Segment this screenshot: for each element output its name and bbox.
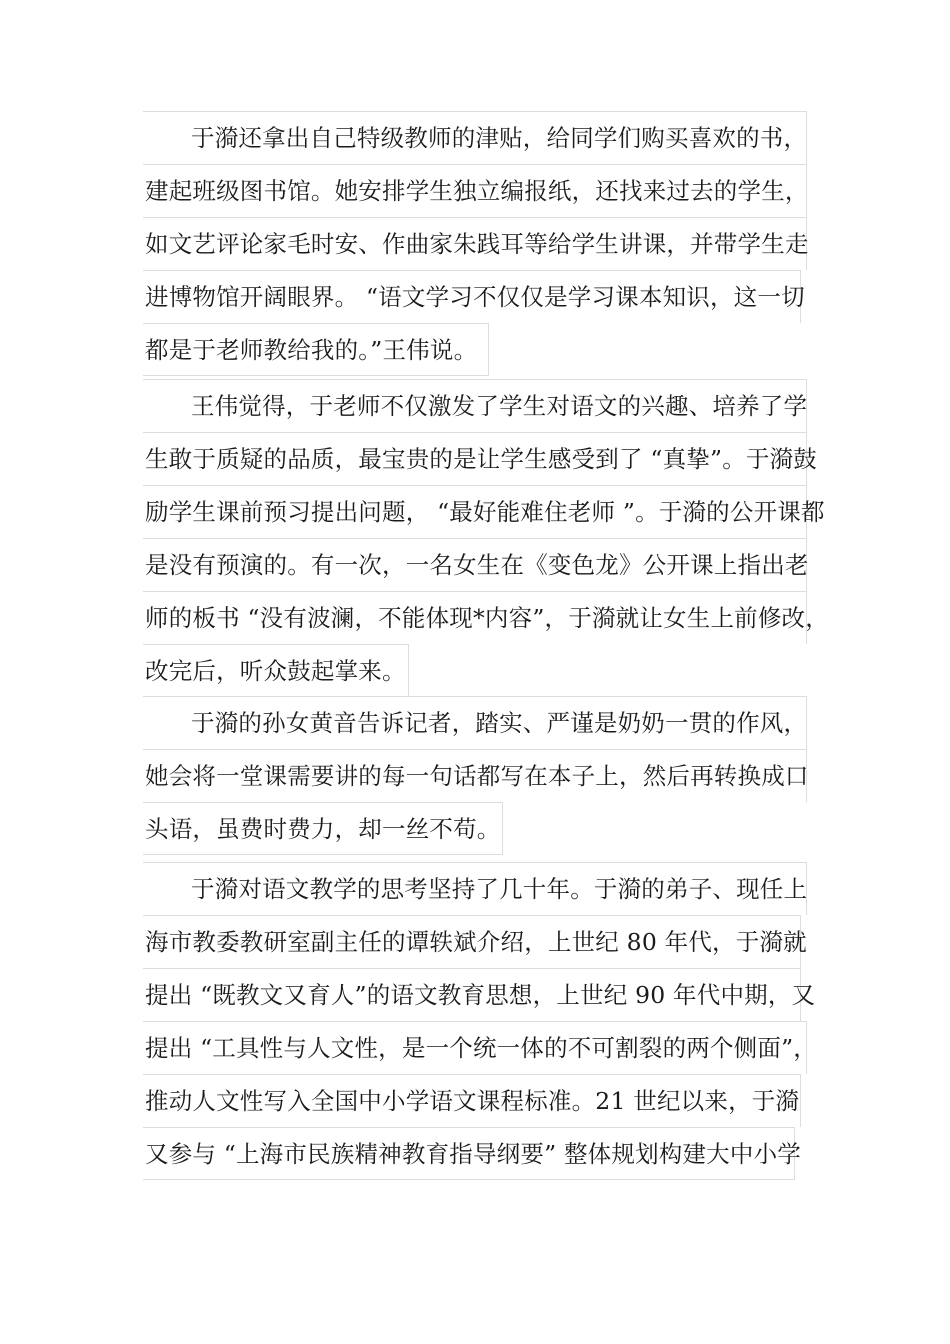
- line-text: 又参与 “上海市民族精神教育指导纲要” 整体规划构建大中小学: [145, 1140, 801, 1168]
- line-text: 提出 “既教文又育人”的语文教育思想，上世纪 90 年代中期，又: [145, 981, 816, 1009]
- line-text: 生敢于质疑的品质，最宝贵的是让学生感受到了 “真挚”。于漪鼓: [145, 445, 817, 473]
- text-line: [143, 164, 807, 217]
- line-text: 于漪对语文教学的思考坚持了几十年。于漪的弟子、现任上: [191, 875, 808, 903]
- text-line: [143, 862, 807, 915]
- line-text: 都是于老师教给我的。”王伟说。: [145, 336, 478, 364]
- text-line: [143, 217, 807, 270]
- text-line: [143, 432, 817, 485]
- line-text: 于漪的孙女黄音告诉记者，踏实、严谨是奶奶一贯的作风，: [191, 709, 808, 737]
- text-line: [143, 802, 503, 855]
- text-line: [143, 915, 807, 968]
- text-line: [143, 485, 825, 538]
- text-line: [143, 591, 829, 644]
- text-line: [143, 323, 489, 376]
- text-line: [143, 696, 807, 749]
- text-line: [143, 1074, 801, 1127]
- text-line: [143, 379, 807, 432]
- text-line: [143, 644, 409, 697]
- line-text: 头语，虽费时费力，却一丝不苟。: [145, 815, 501, 843]
- line-text: 进博物馆开阔眼界。 “语文学习不仅仅是学习课本知识，这一切: [145, 283, 805, 311]
- paragraph-3: [143, 696, 808, 855]
- line-text: 是没有预演的。有一次，一名女生在《变色龙》公开课上指出老: [145, 551, 809, 579]
- text-line: [143, 270, 805, 323]
- line-text: 她会将一堂课需要讲的每一句话都写在本子上，然后再转换成口: [145, 762, 809, 790]
- line-text: 建起班级图书馆。她安排学生独立编报纸，还找来过去的学生，: [145, 177, 809, 205]
- line-text: 改完后，听众鼓起掌来。: [145, 657, 406, 685]
- line-text: 如文艺评论家毛时安、作曲家朱践耳等给学生讲课，并带学生走: [145, 230, 809, 258]
- text-line: [143, 749, 807, 802]
- line-text: 推动人文性写入全国中小学语文课程标准。21 世纪以来，于漪: [145, 1087, 800, 1115]
- text-line: [143, 111, 807, 164]
- paragraph-1: [143, 111, 808, 376]
- line-text: 励学生课前预习提出问题， “最好能难住老师 ”。于漪的公开课都: [145, 498, 825, 526]
- text-line: [143, 968, 816, 1021]
- text-line: [143, 1021, 817, 1074]
- line-text: 提出 “工具性与人文性，是一个统一体的不可割裂的两个侧面”，: [145, 1034, 817, 1062]
- line-text: 王伟觉得，于老师不仅激发了学生对语文的兴趣、培养了学: [191, 392, 808, 420]
- paragraph-2: [143, 379, 829, 697]
- text-line: [143, 538, 807, 591]
- paragraph-4: [143, 862, 817, 1180]
- line-text: 海市教委教研室副主任的谭轶斌介绍，上世纪 80 年代，于漪就: [145, 928, 807, 956]
- line-text: 师的板书 “没有波澜，不能体现*内容”，于漪就让女生上前修改，: [145, 604, 829, 632]
- text-line: [143, 1127, 801, 1180]
- line-text: 于漪还拿出自己特级教师的津贴，给同学们购买喜欢的书，: [191, 124, 808, 152]
